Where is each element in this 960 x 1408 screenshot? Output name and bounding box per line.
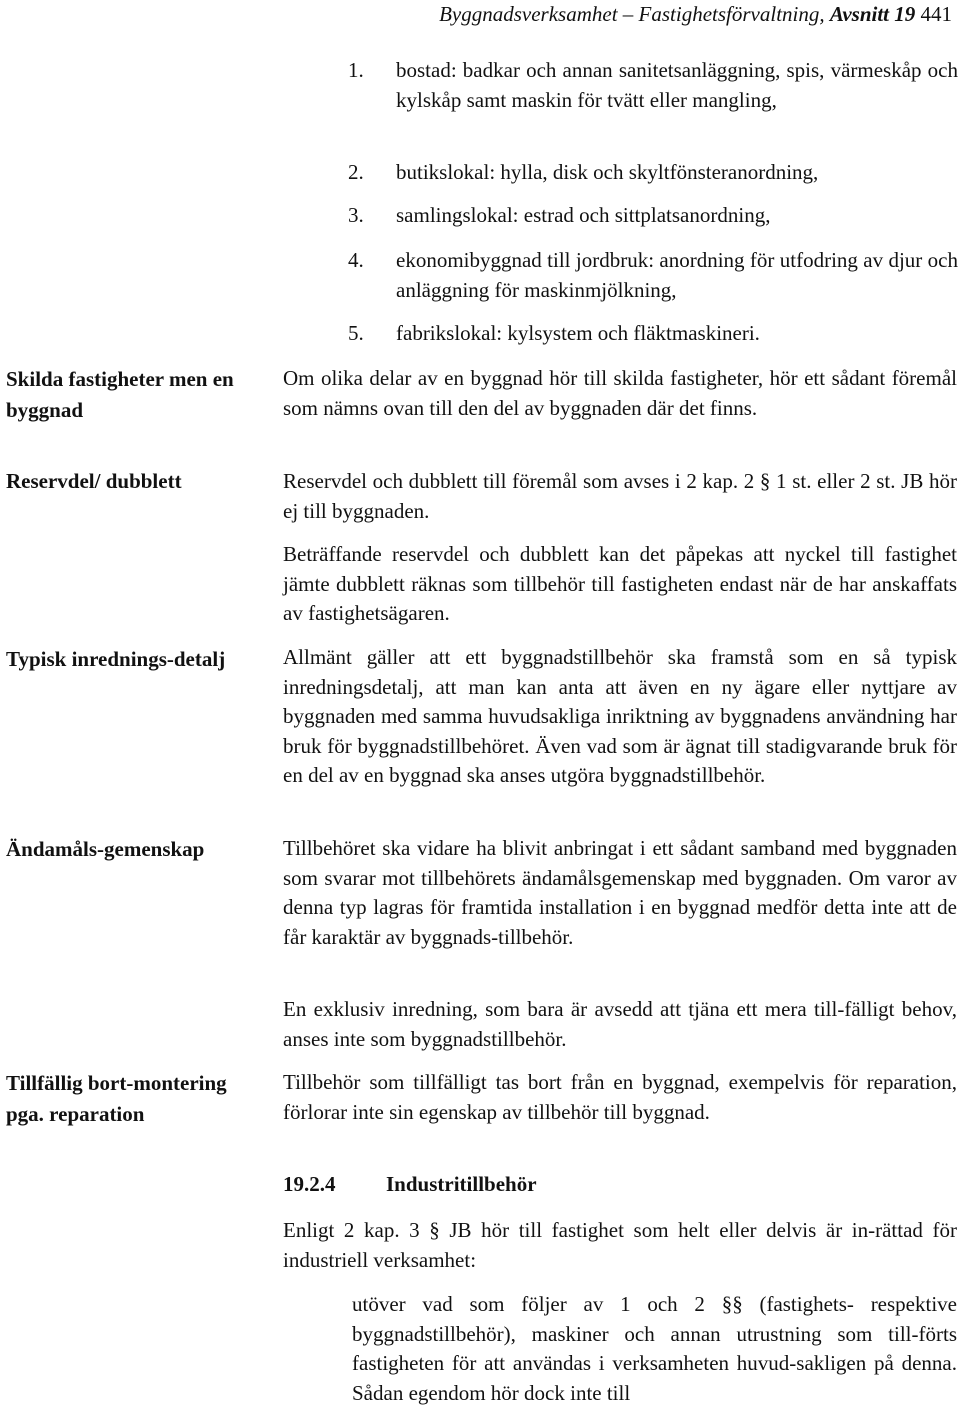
margin-note: Skilda fastigheter men en byggnad — [6, 367, 234, 422]
list-item-number: 5. — [348, 321, 364, 345]
list-item — [348, 56, 958, 115]
list-item — [348, 246, 958, 305]
paragraph: Tillbehör som tillfälligt tas bort från en byggnad, exempelvis för reparation, förlorar inte sin egenskap av tillbehör till byggnad. — [283, 1070, 957, 1124]
list-item-number: 4. — [348, 248, 364, 272]
list-item-text: samlingslokal: estrad och sittplatsanordning, — [396, 203, 771, 227]
list-item-text: ekonomibyggnad till jordbruk: anordning för utfodring av djur och anläggning för maskinmjölkning, — [396, 248, 958, 302]
paragraph: Beträffande reservdel och dubblett kan det påpekas att nyckel till fastighet jämte dubblett räknas som tillbehör till fastigheten endast när de har anskaffats av fastighetsägaren. — [283, 542, 957, 625]
list-item — [348, 158, 958, 188]
margin-note: Ändamåls-gemenskap — [6, 837, 205, 861]
margin-note: Tillfällig bort-montering pga. reparation — [6, 1071, 227, 1126]
section-label: Avsnitt 19 — [829, 2, 916, 26]
list-item-text: fabrikslokal: kylsystem och fläktmaskineri. — [396, 321, 760, 345]
paragraph: En exklusiv inredning, som bara är avsedd att tjäna ett mera till-fälligt behov, anses inte som byggnadstillbehör. — [283, 997, 957, 1051]
list-item — [348, 319, 958, 349]
paragraph: Om olika delar av en byggnad hör till skilda fastigheter, hör ett sådant föremål som nämns ovan till den del av byggnaden där det finns. — [283, 366, 957, 420]
running-title: Byggnadsverksamhet – Fastighetsförvaltning, — [439, 2, 825, 26]
section-number: 19.2.4 — [283, 1172, 336, 1196]
quoted-paragraph: utöver vad som följer av 1 och 2 §§ (fastighets- respektive byggnadstillbehör), maskiner och annan utrustning som till-förts fastigheten för att användas i verksamheten huvud-sakligen på denna. Sådan egendom hör dock inte till — [352, 1292, 957, 1405]
list-item — [348, 201, 958, 231]
list-item-text: bostad: badkar och annan sanitetsanläggning, spis, värmeskåp och kylskåp samt maskin för tvätt eller mangling, — [396, 58, 958, 112]
list-item-text: butikslokal: hylla, disk och skyltfönsteranordning, — [396, 160, 819, 184]
section-title: Industritillbehör — [386, 1172, 537, 1196]
paragraph: Enligt 2 kap. 3 § JB hör till fastighet som helt eller delvis är in-rättad för industriell verksamhet: — [283, 1218, 957, 1272]
page-number: 441 — [920, 2, 952, 26]
paragraph: Reservdel och dubblett till föremål som avses i 2 kap. 2 § 1 st. eller 2 st. JB hör ej till byggnaden. — [283, 469, 957, 523]
margin-note: Typisk inrednings-detalj — [6, 647, 226, 671]
list-item-number: 2. — [348, 160, 364, 184]
paragraph: Allmänt gäller att ett byggnadstillbehör ska framstå som en så typisk inredningsdetalj, att man kan anta att även en ny ägare eller nyttjare av byggnaden med samma huvudsakliga inriktning av byggnadens användning har bruk för byggnadstillbehöret. Även vad som är ägnat till stadigvarande bruk för en del av en byggnad ska anses utgöra byggnadstillbehör. — [283, 645, 957, 787]
running-header — [439, 2, 952, 27]
section-heading — [283, 1172, 537, 1197]
paragraph: Tillbehöret ska vidare ha blivit anbringat i ett sådant samband med byggnaden som svarar mot tillbehörets ändamålsgemenskap med byggnaden. Om varor av denna typ lagras för framtida installation i en byggnad medför detta inte att de får karaktär av byggnads-tillbehör. — [283, 836, 957, 949]
list-item-number: 3. — [348, 203, 364, 227]
list-item-number: 1. — [348, 58, 364, 82]
margin-note: Reservdel/ dubblett — [6, 469, 182, 493]
